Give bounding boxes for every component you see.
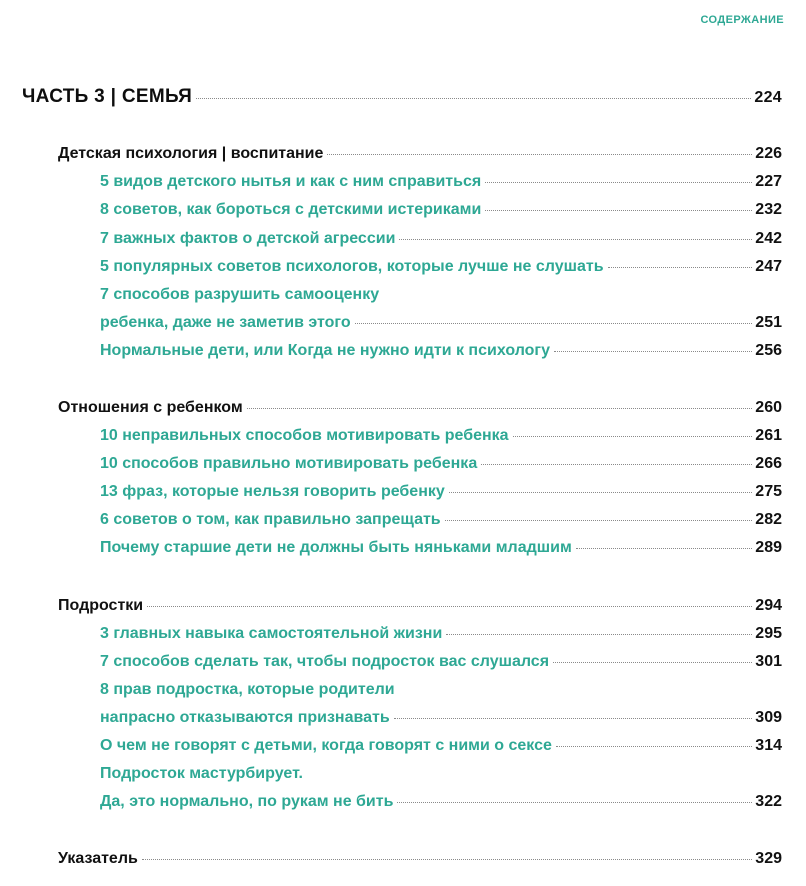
entry-page: 295 <box>755 625 782 642</box>
section-title: Детская психология | воспитание <box>58 145 324 162</box>
toc-entry[interactable] <box>100 342 782 360</box>
entry-title: 5 популярных советов психологов, которые лучше не слушать <box>100 258 604 275</box>
toc-entry[interactable] <box>100 625 782 643</box>
toc-entry[interactable] <box>100 230 782 248</box>
entry-page: 242 <box>755 230 782 247</box>
entry-page: 266 <box>755 455 782 472</box>
toc-section-teenagers[interactable] <box>58 597 782 615</box>
entry-page: 232 <box>755 201 782 218</box>
leader-dots <box>554 351 752 352</box>
section-page: 226 <box>755 145 782 162</box>
toc-section-child-psychology[interactable] <box>58 145 782 163</box>
entry-title: 8 советов, как бороться с детскими истериками <box>100 201 482 218</box>
entry-title-line2: напрасно отказываются признавать <box>100 709 390 726</box>
toc-entry[interactable] <box>100 201 782 219</box>
section-title: Подростки <box>58 597 144 614</box>
entry-title-line1[interactable]: Подросток мастурбирует. <box>100 765 303 782</box>
leader-dots <box>485 210 752 211</box>
entry-page: 227 <box>755 173 782 190</box>
leader-dots <box>608 267 753 268</box>
entry-title-line1[interactable]: 8 прав подростка, которые родители <box>100 681 395 698</box>
leader-dots <box>247 408 753 409</box>
leader-dots <box>327 154 752 155</box>
leader-dots <box>481 464 752 465</box>
entry-title: 13 фраз, которые нельзя говорить ребенку <box>100 483 445 500</box>
leader-dots <box>446 634 752 635</box>
leader-dots <box>576 548 753 549</box>
entry-title: 6 советов о том, как правильно запрещать <box>100 511 441 528</box>
entry-page: 247 <box>755 258 782 275</box>
leader-dots <box>142 859 752 860</box>
leader-dots <box>445 520 753 521</box>
leader-dots <box>556 746 752 747</box>
entry-title: Нормальные дети, или Когда не нужно идти к психологу <box>100 342 550 359</box>
entry-page: 322 <box>755 793 782 810</box>
leader-dots <box>553 662 752 663</box>
section-title: Указатель <box>58 850 138 867</box>
entry-title: Почему старшие дети не должны быть няньками младшим <box>100 539 572 556</box>
toc-entry[interactable] <box>100 427 782 445</box>
toc-entry[interactable] <box>100 709 782 727</box>
leader-dots <box>355 323 753 324</box>
entry-title: 3 главных навыка самостоятельной жизни <box>100 625 443 642</box>
section-page: 294 <box>755 597 782 614</box>
toc-entry[interactable] <box>100 455 782 473</box>
entry-page: 309 <box>755 709 782 726</box>
toc-section-index[interactable] <box>58 850 782 868</box>
entry-page: 251 <box>755 314 782 331</box>
entry-page: 261 <box>755 427 782 444</box>
section-page: 260 <box>755 399 782 416</box>
leader-dots <box>196 98 751 99</box>
leader-dots <box>449 492 753 493</box>
entry-page: 289 <box>755 539 782 556</box>
entry-title: 7 способов сделать так, чтобы подросток вас слушался <box>100 653 550 670</box>
entry-title: 5 видов детского нытья и как с ним справиться <box>100 173 482 190</box>
leader-dots <box>147 606 752 607</box>
entry-title: 7 важных фактов о детской агрессии <box>100 230 396 247</box>
part-page: 224 <box>754 89 782 106</box>
entry-title: 10 способов правильно мотивировать ребенка <box>100 455 478 472</box>
entry-page: 301 <box>755 653 782 670</box>
toc-entry[interactable] <box>100 258 782 276</box>
leader-dots <box>397 802 752 803</box>
leader-dots <box>399 239 752 240</box>
toc-entry[interactable] <box>100 483 782 501</box>
running-head: СОДЕРЖАНИЕ <box>700 14 784 26</box>
toc-part-heading[interactable] <box>22 86 782 108</box>
entry-title-line2: ребенка, даже не заметив этого <box>100 314 351 331</box>
leader-dots <box>394 718 753 719</box>
entry-page: 256 <box>755 342 782 359</box>
leader-dots <box>513 436 753 437</box>
toc-entry[interactable] <box>100 511 782 529</box>
entry-page: 282 <box>755 511 782 528</box>
toc-entry[interactable] <box>100 539 782 557</box>
entry-title-line2: Да, это нормально, по рукам не бить <box>100 793 394 810</box>
entry-page: 314 <box>755 737 782 754</box>
toc-entry[interactable] <box>100 793 782 811</box>
toc-entry[interactable] <box>100 653 782 671</box>
toc-entry[interactable] <box>100 314 782 332</box>
section-page: 329 <box>755 850 782 867</box>
entry-page: 275 <box>755 483 782 500</box>
entry-title: 10 неправильных способов мотивировать ребенка <box>100 427 509 444</box>
part-title: ЧАСТЬ 3 | СЕМЬЯ <box>22 86 193 107</box>
leader-dots <box>485 182 752 183</box>
entry-title: О чем не говорят с детьми, когда говорят с ними о сексе <box>100 737 552 754</box>
toc-section-relationship[interactable] <box>58 399 782 417</box>
toc-entry[interactable] <box>100 737 782 755</box>
toc-entry[interactable] <box>100 173 782 191</box>
section-title: Отношения с ребенком <box>58 399 243 416</box>
entry-title-line1[interactable]: 7 способов разрушить самооценку <box>100 286 380 303</box>
